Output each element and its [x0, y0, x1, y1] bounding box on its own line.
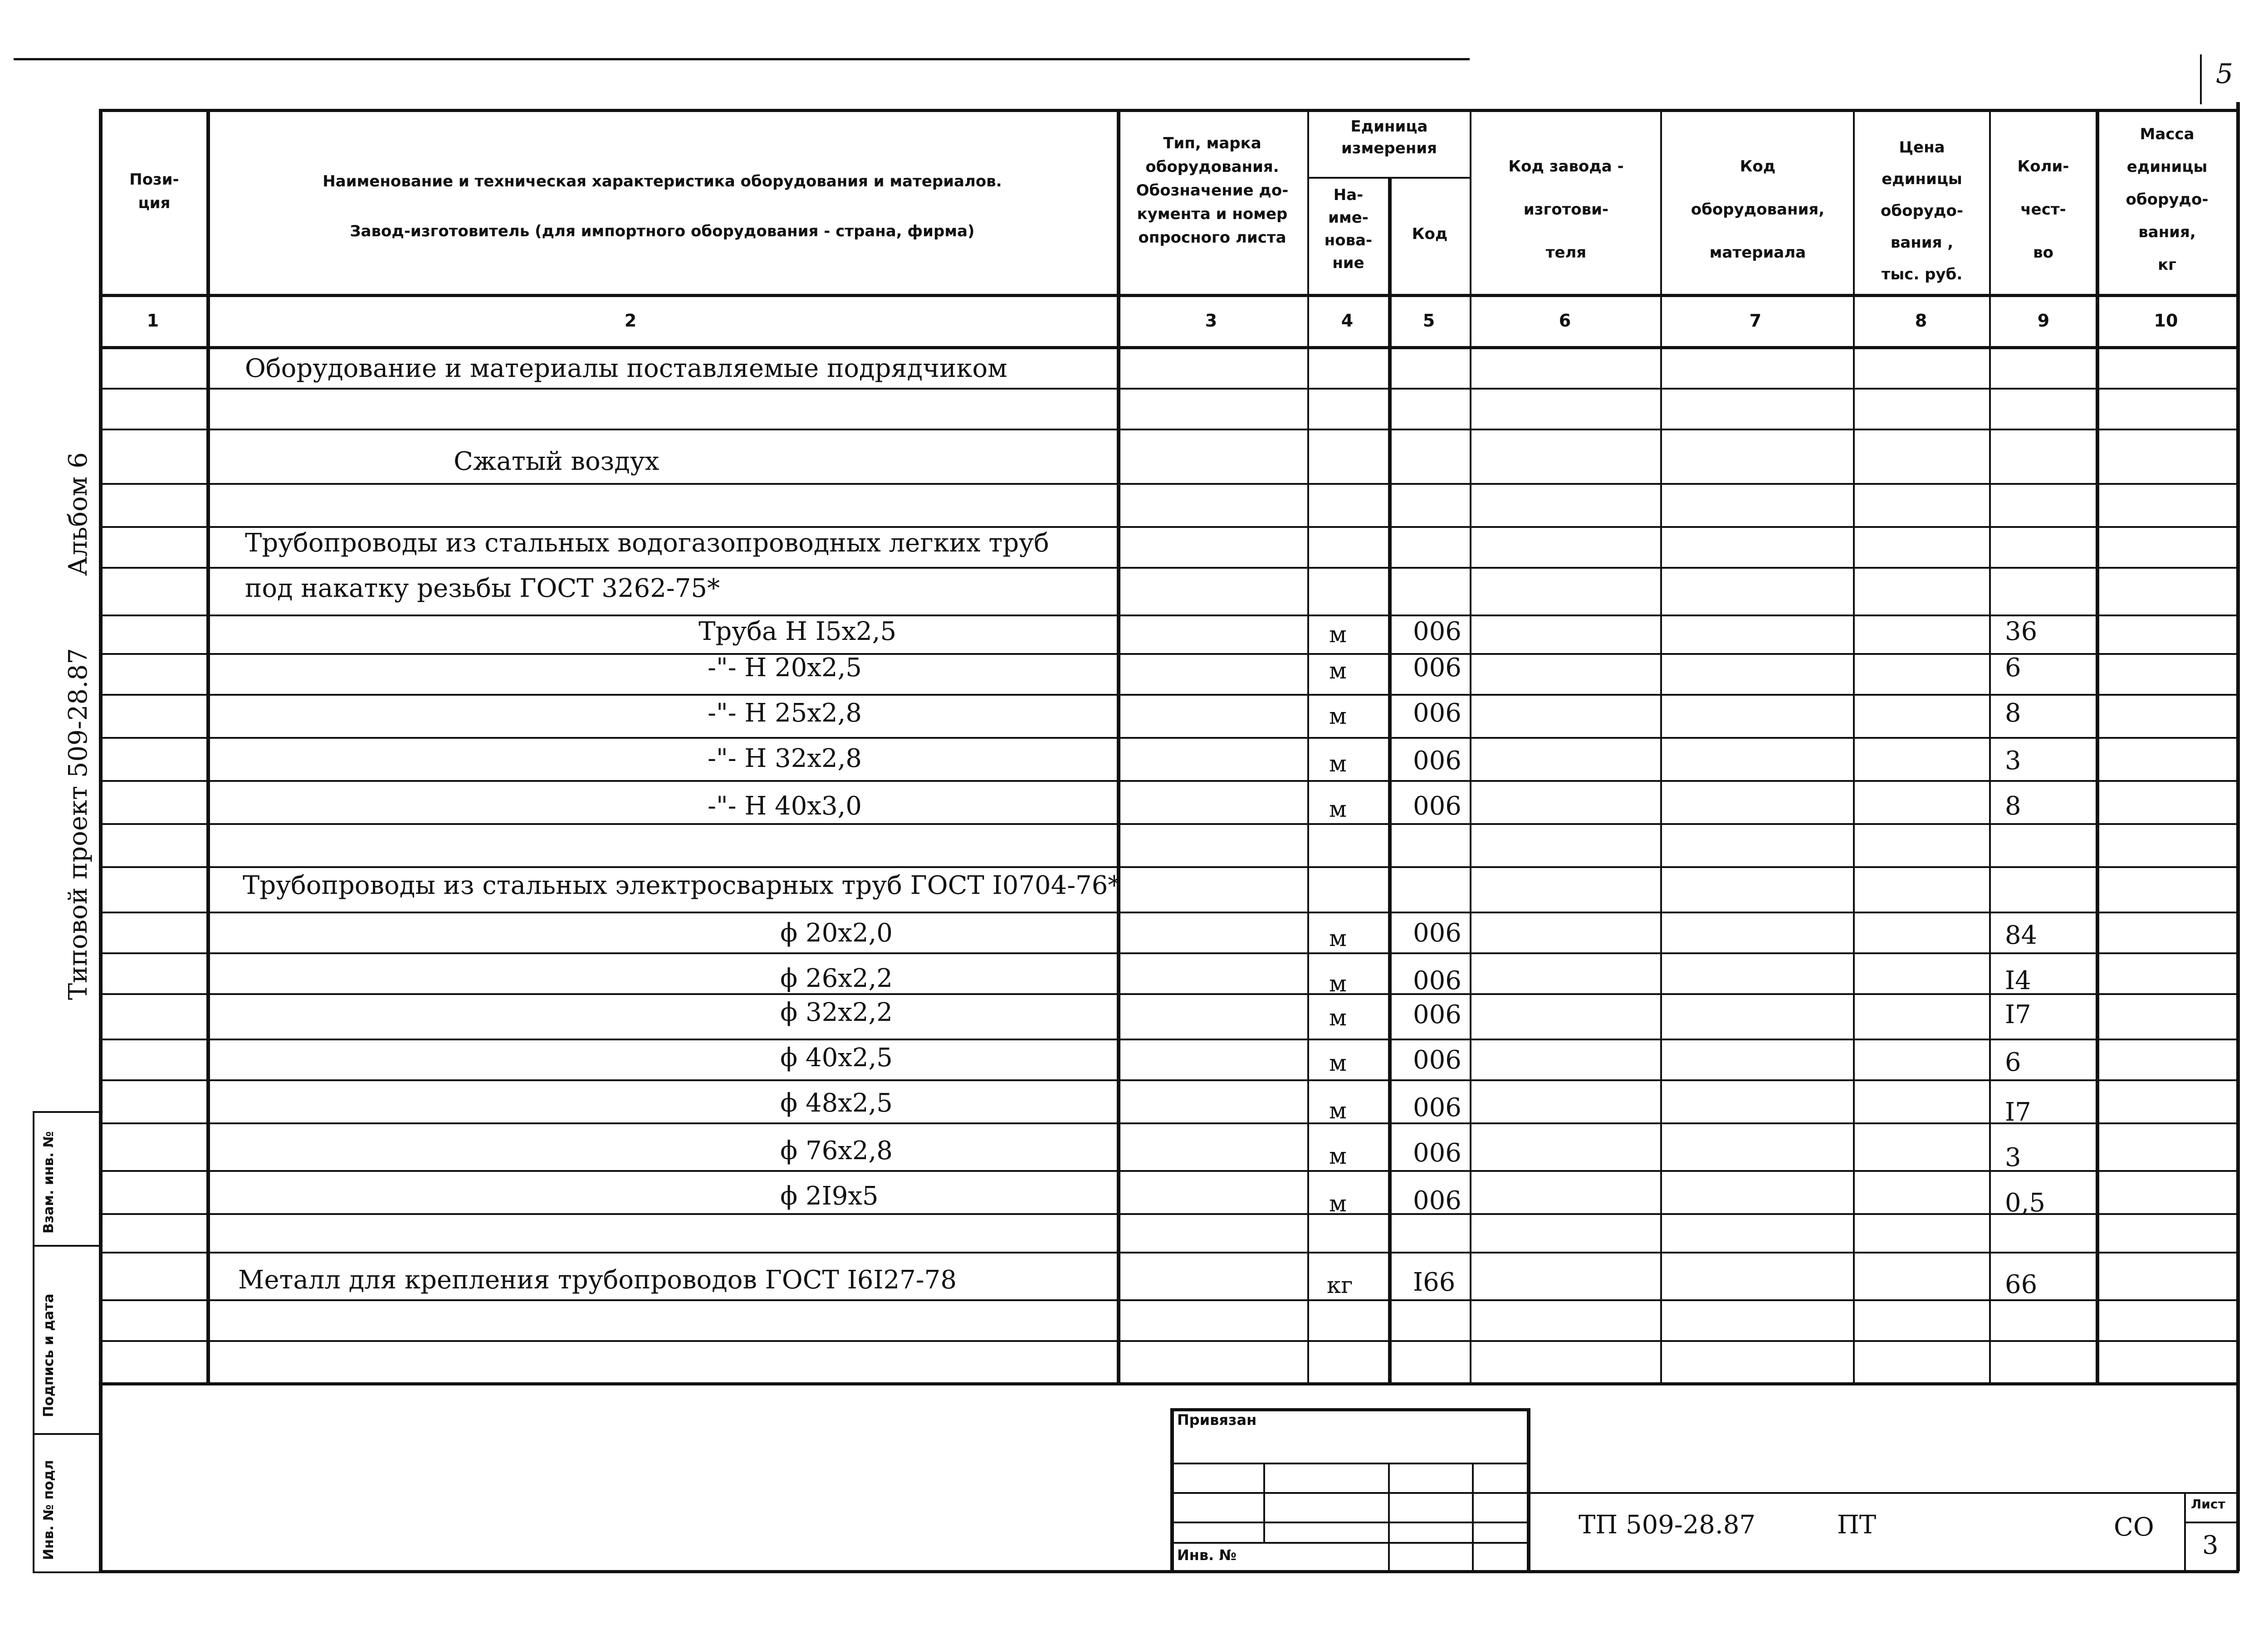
item-name: ϕ 32х2,2 [780, 998, 893, 1027]
row-line [99, 1340, 2239, 1342]
unit-cell: м [1329, 1097, 1347, 1124]
header-factory-code: Код завода - изготови- теля [1508, 157, 1624, 262]
stamp-line [1170, 1522, 1529, 1523]
row-line [99, 653, 2239, 655]
side-field-podpis: Подпись и дата [41, 1293, 57, 1417]
row-line [99, 1122, 2239, 1124]
unit-cell: м [1329, 1005, 1347, 1031]
qty-cell: 3 [2005, 1143, 2021, 1172]
section-heading: Сжатый воздух [454, 447, 660, 476]
side-stamp-line [33, 1433, 100, 1435]
header-equipment-code: Код оборудования, материала [1691, 157, 1825, 262]
unit-cell: кг [1327, 1272, 1353, 1298]
qty-cell: I7 [2005, 1000, 2031, 1029]
unit-cell: м [1329, 658, 1347, 684]
header-top [99, 109, 2239, 112]
col-number: 8 [1915, 311, 1927, 331]
unit-cell: м [1329, 1143, 1347, 1169]
unit-subheader-line [1307, 177, 1471, 179]
col-number: 2 [624, 311, 637, 331]
qty-cell: 84 [2005, 921, 2038, 950]
unit-cell: м [1329, 703, 1347, 729]
side-stamp-line [33, 1111, 100, 1113]
item-name: ϕ 20х2,0 [780, 918, 893, 948]
numbers-bottom [99, 346, 2239, 349]
row-line [99, 1252, 2239, 1254]
row-line [99, 912, 2239, 913]
item-name: Труба Н I5х2,5 [699, 617, 897, 646]
header-unit-code: Код [1412, 225, 1448, 243]
col-sep [1989, 109, 1991, 1383]
col-number: 10 [2154, 311, 2178, 331]
side-field-vzam: Взам. инв. № [41, 1131, 57, 1234]
item-name: ϕ 40х2,5 [780, 1043, 893, 1073]
side-stamp-line [33, 1571, 100, 1573]
col-number: 5 [1422, 311, 1435, 331]
unit-cell: м [1329, 1190, 1347, 1217]
unit-cell: м [1329, 751, 1347, 777]
sheet-box-left [2184, 1492, 2186, 1571]
sheet-number: 3 [2202, 1531, 2219, 1560]
side-stamp-left [33, 1111, 34, 1571]
qty-cell: 8 [2005, 791, 2021, 821]
section-heading: Оборудование и материалы поставляемые подрядчиком [245, 354, 1007, 383]
code-cell: I66 [1413, 1268, 1456, 1297]
row-line [99, 1079, 2239, 1081]
item-name: -"- Н 32х2,8 [708, 744, 862, 773]
qty-cell: 0,5 [2005, 1188, 2046, 1218]
row-line [99, 694, 2239, 696]
row-line [99, 1170, 2239, 1172]
col-number: 1 [147, 311, 159, 331]
code-cell: 006 [1413, 1138, 1461, 1168]
row-line [99, 567, 2239, 569]
document-code: ТП 509-28.87 [1579, 1510, 1756, 1540]
section-heading: Трубопроводы из стальных водогазопроводных легких труб [245, 528, 1049, 558]
sheet-box-line [2184, 1522, 2239, 1523]
code-cell: 006 [1413, 1045, 1461, 1075]
document-mark: ПТ [1837, 1510, 1877, 1540]
code-cell: 006 [1413, 1186, 1461, 1215]
row-line [99, 526, 2239, 528]
item-name: ϕ 26х2,2 [780, 964, 893, 993]
stamp-line [1263, 1463, 1265, 1542]
header-unit: Единица измерения [1341, 117, 1437, 157]
row-line [99, 1213, 2239, 1215]
frame-bottom [99, 1570, 2239, 1573]
stamp-inv-no: Инв. № [1177, 1546, 1237, 1564]
frame-left [99, 109, 103, 1571]
row-line [99, 823, 2239, 825]
stamp-line [1170, 1542, 1529, 1544]
row-line [99, 388, 2239, 390]
header-quantity: Коли- чест- во [2017, 157, 2069, 262]
code-cell: 006 [1413, 791, 1461, 821]
stamp-line [1170, 1463, 1529, 1464]
header-position: Пози- ция [129, 171, 179, 212]
item-name: ϕ 76х2,8 [780, 1136, 893, 1166]
row-line [99, 615, 2239, 616]
col-sep [206, 109, 210, 1383]
header-price: Цена единицы оборудо- вания , тыс. руб. [1881, 138, 1963, 283]
unit-cell: м [1329, 925, 1347, 951]
stamp-privyazan: Привязан [1177, 1411, 1257, 1429]
code-cell: 006 [1413, 653, 1461, 683]
qty-cell: 8 [2005, 698, 2021, 728]
row-line [99, 780, 2239, 782]
col-sep [1307, 109, 1309, 1383]
qty-cell: 3 [2005, 746, 2021, 776]
qty-cell: 6 [2005, 1048, 2021, 1077]
code-cell: 006 [1413, 746, 1461, 776]
frame-right [2236, 102, 2240, 1571]
col-sep [2096, 109, 2099, 1383]
col-number: 9 [2037, 311, 2050, 331]
code-cell: 006 [1413, 1000, 1461, 1029]
unit-cell: м [1329, 621, 1347, 648]
row-line [99, 483, 2239, 485]
row-line [99, 1299, 2239, 1301]
table-bottom [99, 1382, 2239, 1385]
document-suffix: СО [2114, 1512, 2154, 1542]
header-type: Тип, марка оборудования. Обозначение до- кумента и номер опросного листа [1136, 134, 1289, 247]
code-cell: 006 [1413, 698, 1461, 728]
top-rule [14, 58, 1470, 60]
qty-cell: 66 [2005, 1270, 2038, 1299]
col-number: 4 [1341, 311, 1354, 331]
col-sep [1117, 109, 1120, 1383]
code-cell: 006 [1413, 918, 1461, 948]
row-line [99, 993, 2239, 995]
col-sep [1853, 109, 1855, 1383]
row-line [99, 1039, 2239, 1040]
code-cell: 006 [1413, 966, 1461, 995]
row-line [99, 952, 2239, 954]
side-album-title: Альбом 6 [64, 452, 93, 576]
qty-cell: I7 [2005, 1097, 2031, 1127]
item-name: -"- Н 40х3,0 [708, 791, 862, 821]
header-name: Наименование и техническая характеристика оборудования и материалов. Завод-изготовитель (для импортного оборудования - страна, фирма) [323, 172, 1002, 240]
item-name: ϕ 2I9х5 [780, 1181, 879, 1211]
stamp-line [1170, 1408, 1174, 1571]
stamp-line [1527, 1408, 1530, 1571]
qty-cell: 36 [2005, 617, 2038, 646]
side-stamp-line [33, 1245, 100, 1247]
code-cell: 006 [1413, 1093, 1461, 1122]
item-name: ϕ 48х2,5 [780, 1088, 893, 1118]
col-number: 7 [1749, 311, 1762, 331]
sheet-label: Лист [2191, 1497, 2225, 1512]
unit-cell: м [1329, 1050, 1347, 1076]
header-mass: Масса единицы оборудо- вания, кг [2126, 125, 2209, 274]
unit-cell: м [1329, 796, 1347, 822]
section-heading: Металл для крепления трубопроводов ГОСТ I6I27-78 [238, 1265, 957, 1295]
item-name: -"- Н 20х2,5 [708, 653, 862, 683]
col-sep [1470, 109, 1471, 1383]
row-line [99, 737, 2239, 739]
stamp-line [1170, 1492, 1529, 1494]
side-field-inv-podl: Инв. № подл [41, 1460, 57, 1560]
col-sep [1660, 109, 1662, 1383]
header-unit-name: На- име- нова- ние [1324, 186, 1373, 272]
qty-cell: I4 [2005, 966, 2031, 995]
section-heading: Трубопроводы из стальных электросварных труб ГОСТ I0704-76* [243, 871, 1121, 900]
stamp-line [1388, 1463, 1390, 1571]
header-bottom [99, 294, 2239, 297]
side-project-title: Типовой проект 509-28.87 [64, 648, 93, 1000]
code-cell: 006 [1413, 617, 1461, 646]
row-line [99, 866, 2239, 868]
stamp-line [1472, 1463, 1474, 1571]
qty-cell: 6 [2005, 653, 2021, 683]
col-number: 6 [1559, 311, 1571, 331]
stamp-right-line [1527, 1492, 2239, 1494]
col-number: 3 [1205, 311, 1217, 331]
stamp-line [1170, 1408, 1529, 1411]
page-corner-number: 5 [2216, 58, 2234, 90]
unit-cell: м [1329, 971, 1347, 997]
corner-mark [2200, 54, 2202, 104]
item-name: -"- Н 25х2,8 [708, 698, 862, 728]
section-heading: под накатку резьбы ГОСТ 3262-75* [245, 574, 720, 603]
row-line [99, 429, 2239, 430]
